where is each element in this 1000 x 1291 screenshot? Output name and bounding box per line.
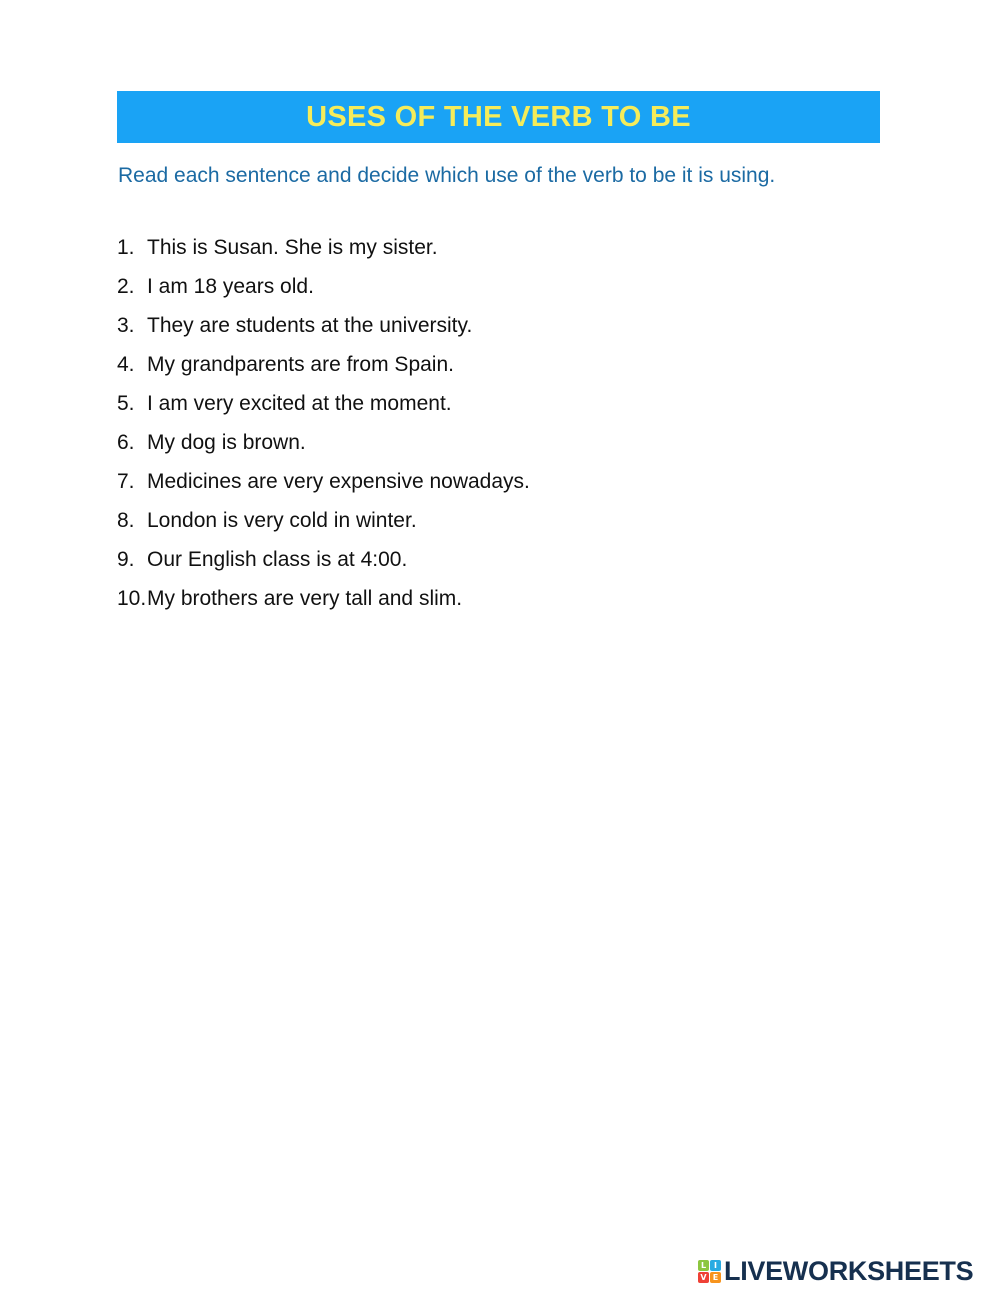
liveworksheets-logo bbox=[698, 1256, 973, 1286]
title-banner bbox=[117, 91, 880, 143]
sentence-item bbox=[117, 234, 530, 273]
sentence-number: 4. bbox=[117, 353, 135, 376]
sentence-list bbox=[117, 234, 530, 624]
logo-mark-cell-i: I bbox=[710, 1260, 721, 1271]
sentence-item bbox=[117, 390, 530, 429]
sentence-number: 8. bbox=[117, 509, 135, 532]
sentence-number: 9. bbox=[117, 548, 135, 571]
sentence-number: 10. bbox=[117, 587, 147, 610]
sentence-text: London is very cold in winter. bbox=[147, 509, 417, 532]
page-title: USES OF THE VERB TO BE bbox=[306, 100, 691, 133]
logo-mark-cell-l: L bbox=[698, 1260, 709, 1271]
logo-text: LIVEWORKSHEETS bbox=[724, 1255, 974, 1286]
sentence-text: My brothers are very tall and slim. bbox=[147, 587, 463, 610]
sentence-number: 3. bbox=[117, 314, 135, 337]
logo-mark-cell-v: V bbox=[698, 1272, 709, 1283]
sentence-number: 7. bbox=[117, 470, 135, 493]
sentence-text: My dog is brown. bbox=[147, 431, 306, 454]
sentence-item bbox=[117, 585, 530, 624]
sentence-text: My grandparents are from Spain. bbox=[147, 353, 454, 376]
sentence-text: This is Susan. She is my sister. bbox=[147, 236, 438, 259]
logo-mark-cell-e: E bbox=[710, 1272, 721, 1283]
sentence-number: 2. bbox=[117, 275, 135, 298]
sentence-item bbox=[117, 312, 530, 351]
sentence-text: I am 18 years old. bbox=[147, 275, 314, 298]
sentence-number: 5. bbox=[117, 392, 135, 415]
sentence-item bbox=[117, 507, 530, 546]
sentence-item bbox=[117, 351, 530, 390]
sentence-text: Our English class is at 4:00. bbox=[147, 548, 408, 571]
sentence-number: 6. bbox=[117, 431, 135, 454]
sentence-text: They are students at the university. bbox=[147, 314, 473, 337]
instruction-text: Read each sentence and decide which use of the verb to be it is using. bbox=[118, 164, 776, 187]
sentence-text: Medicines are very expensive nowadays. bbox=[147, 470, 530, 493]
sentence-item bbox=[117, 273, 530, 312]
sentence-number: 1. bbox=[117, 236, 135, 259]
liveworksheets-logo-icon bbox=[698, 1260, 721, 1283]
sentence-item bbox=[117, 546, 530, 585]
sentence-text: I am very excited at the moment. bbox=[147, 392, 452, 415]
sentence-item bbox=[117, 429, 530, 468]
sentence-item bbox=[117, 468, 530, 507]
